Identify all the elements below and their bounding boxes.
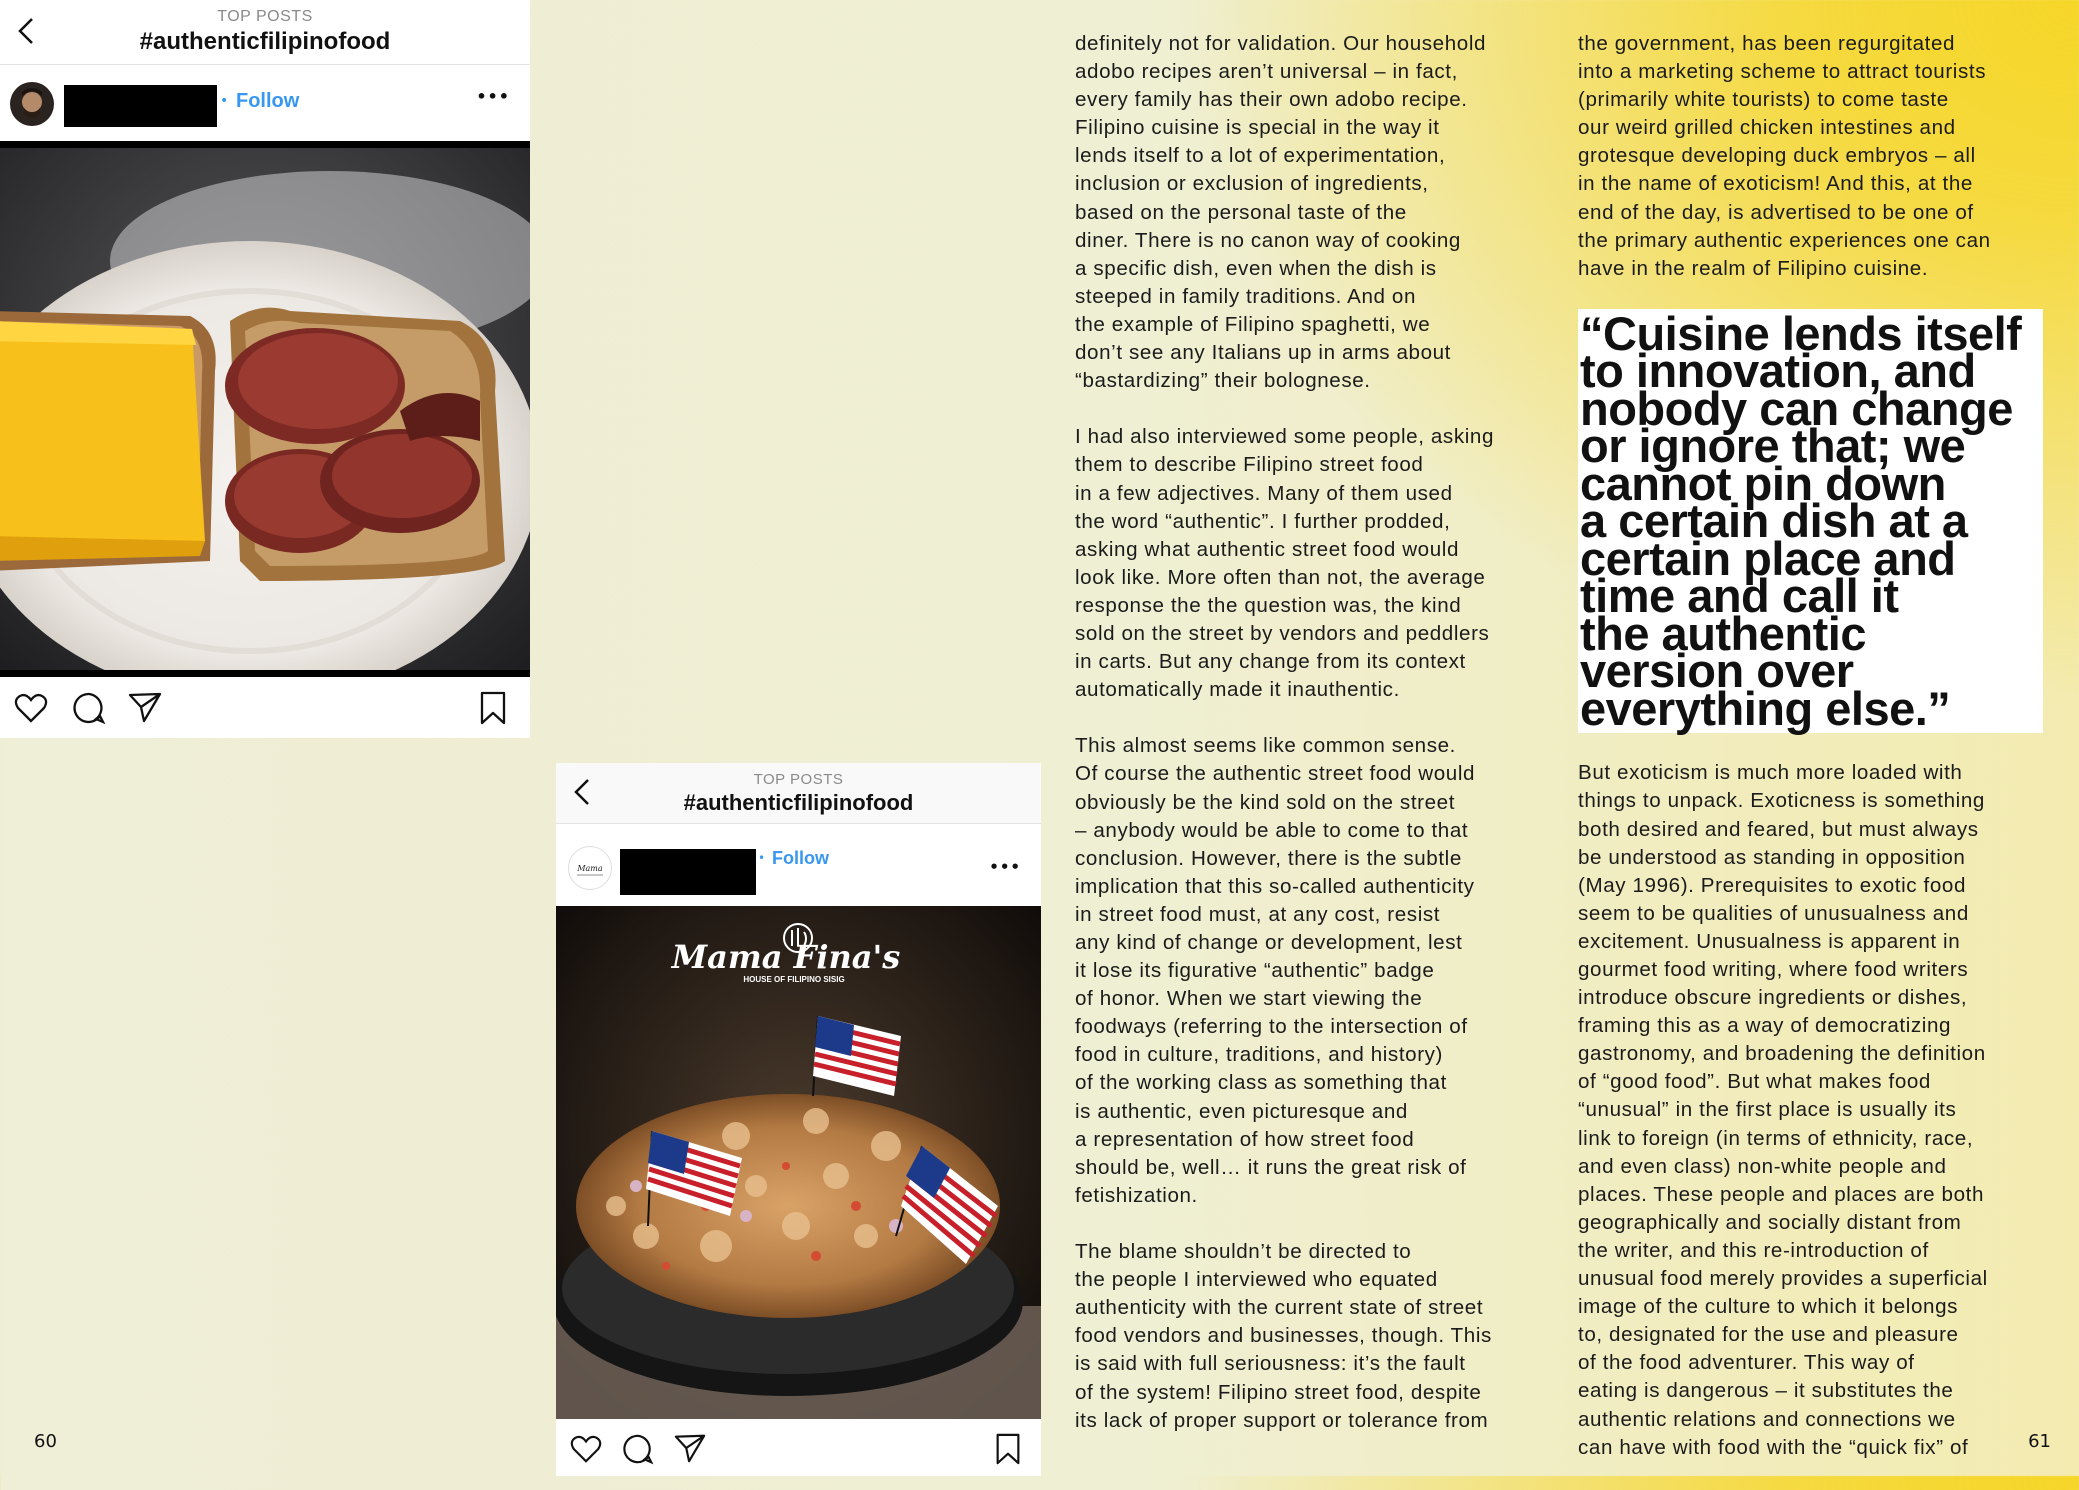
more-options-icon[interactable]: ••• bbox=[476, 87, 510, 106]
share-paper-plane-icon[interactable] bbox=[128, 690, 162, 724]
post-image bbox=[0, 141, 530, 677]
redacted-username bbox=[620, 849, 756, 895]
sisig-skillet-photo bbox=[556, 906, 1041, 1419]
follow-button[interactable]: Follow bbox=[236, 90, 300, 112]
back-arrow-icon[interactable] bbox=[568, 777, 598, 807]
page-number-right: 61 bbox=[2028, 1431, 2051, 1452]
avatar[interactable] bbox=[568, 846, 612, 890]
svg-text:Mama: Mama bbox=[577, 864, 603, 873]
save-bookmark-icon[interactable] bbox=[992, 1433, 1024, 1465]
page-number-left: 60 bbox=[34, 1431, 57, 1452]
top-posts-label: TOP POSTS bbox=[753, 771, 844, 788]
body-paragraph: But exoticism is much more loaded with things to unpack. Exoticness is something both desired and feared, but must always be understood as standing in opposition (May 1996). Prerequisites to exotic food seem to be qualities of unusualness and excitement. Unusualness is apparent in gourmet food writing, where food writers introduce obscure ingredients or dishes, framing this as a way of democratizing gastronomy, and broadening the definition of “good food”. But what makes food “unusual” in the first place is usually its link to foreign (in terms of ethnicity, race, and even class) non-white people and places. These people and places are both geographically and socially distant from the writer, and this re-introduction of unusual food merely provides a superficial image of the culture to which it belongs to, designated for the use and pleasure of the food adventurer. This way of eating is dangerous – it substitutes the authentic relations and connections we can have with food with the “quick fix” of bbox=[1578, 761, 1988, 1459]
body-paragraph: The blame shouldn’t be directed to the people I interviewed who equated authenticity with the current state of street food vendors and businesses, though. This is said with full seriousness: it’s the fault of the system! Filipino street food, despite its lack of proper support or tolerance from bbox=[1075, 1240, 1492, 1432]
body-paragraph: This almost seems like common sense. Of course the authentic street food would obviously be the kind sold on the street – anybody would be able to come to that conclusion. However, there is the subtle implication that this so-called authenticity in street food must, at any cost, resist any kind of change or development, lest it lose its figurative “authentic” badge of honor. When we start viewing the foodways (referring to the intersection of food in culture, traditions, and history) of the working class as something that is authentic, even picturesque and a representation of how street food should be, well… it runs the great risk of fetishization. bbox=[1075, 734, 1476, 1207]
post-image bbox=[556, 906, 1041, 1419]
comment-bubble-icon[interactable] bbox=[72, 691, 106, 725]
follow-button[interactable]: Follow bbox=[772, 848, 829, 868]
post-actions-bar bbox=[0, 677, 530, 738]
comment-bubble-icon[interactable] bbox=[622, 1433, 654, 1465]
pull-quote: “Cuisine lends itself to innovation, and nobody can change or ignore that; we cannot pin down a certain dish at a certain place and time and call it the authentic version over everything else.” bbox=[1578, 309, 2043, 734]
post-header bbox=[0, 0, 530, 65]
post-user-row bbox=[0, 65, 530, 141]
post-header bbox=[556, 763, 1041, 824]
instagram-post-1 bbox=[0, 0, 530, 738]
svg-text:HOUSE OF FILIPINO SISIG: HOUSE OF FILIPINO SISIG bbox=[743, 975, 845, 984]
back-arrow-icon[interactable] bbox=[12, 16, 42, 46]
like-heart-icon[interactable] bbox=[14, 691, 48, 725]
like-heart-icon[interactable] bbox=[570, 1433, 602, 1465]
body-paragraph: I had also interviewed some people, asking them to describe Filipino street food in a few adjectives. Many of them used the word “authentic”. I further prodded, asking what authentic street food would look like. More often than not, the average response the the question was, the kind sold on the street by vendors and peddlers in carts. But any change from its context automatically made it inauthentic. bbox=[1075, 425, 1495, 702]
body-paragraph: definitely not for validation. Our household adobo recipes aren’t universal – in fact, every family has their own adobo recipe. Filipino cuisine is special in the way it lends itself to a lot of experimentation, inclusion or exclusion of ingredients, based on the personal taste of the diner. There is no canon way of cooking a specific dish, even when the dish is steeped in family traditions. And on the example of Filipino spaghetti, we don’t see any Italians up in arms about “bastardizing” their bolognese. bbox=[1075, 32, 1487, 393]
text-column-1 bbox=[1075, 30, 1545, 1463]
post-actions-bar bbox=[556, 1419, 1041, 1476]
instagram-post-2 bbox=[556, 763, 1041, 1476]
svg-text:Mama Fina's: Mama Fina's bbox=[671, 938, 901, 976]
hashtag-title: #authenticfilipinofood bbox=[139, 28, 391, 55]
body-paragraph: the government, has been regurgitated into a marketing scheme to attract tourists (primarily white tourists) to come taste our weird grilled chicken intestines and grotesque developing duck embryos – all in the name of exoticism! And this, at the end of the day, is advertised to be one of the primary authentic experiences one can have in the realm of Filipino cuisine. bbox=[1578, 32, 1991, 280]
text-column-2 bbox=[1578, 30, 2043, 1490]
separator-dot: • bbox=[220, 93, 229, 109]
save-bookmark-icon[interactable] bbox=[476, 691, 510, 725]
share-paper-plane-icon[interactable] bbox=[674, 1432, 706, 1464]
hashtag-title: #authenticfilipinofood bbox=[683, 790, 914, 815]
post-user-row bbox=[556, 824, 1041, 906]
separator-dot: • bbox=[758, 851, 766, 865]
more-options-icon[interactable]: ••• bbox=[989, 858, 1021, 876]
top-posts-label: TOP POSTS bbox=[217, 8, 313, 25]
sandwich-photo bbox=[0, 141, 530, 677]
avatar[interactable] bbox=[10, 82, 54, 126]
redacted-username bbox=[64, 85, 217, 127]
